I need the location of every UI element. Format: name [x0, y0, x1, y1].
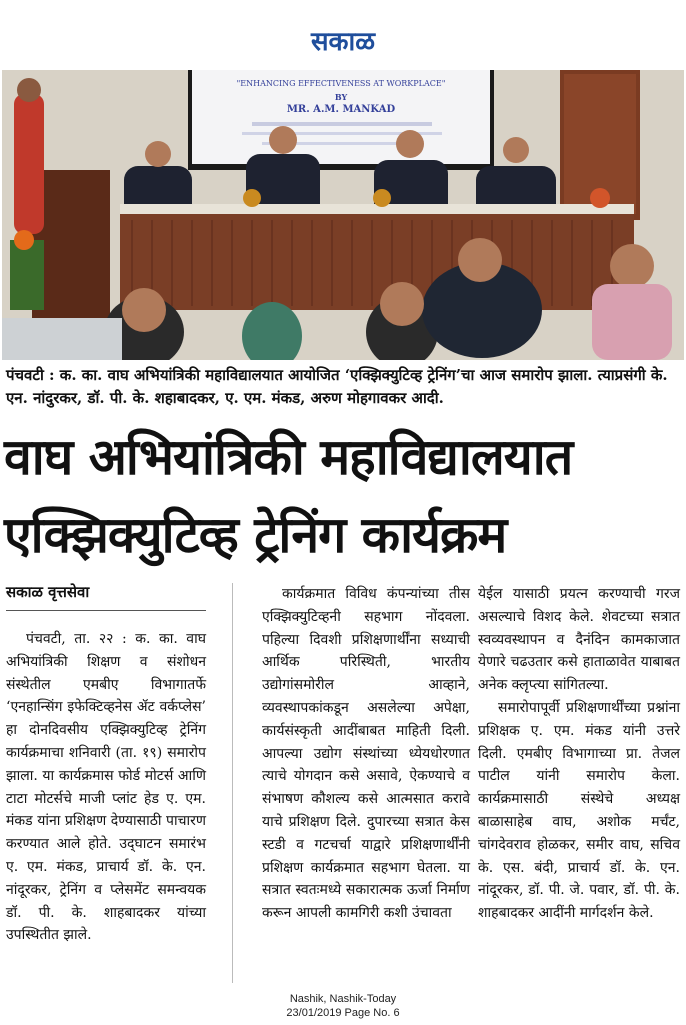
banner-line1: "ENHANCING EFFECTIVENESS AT WORKPLACE"	[236, 79, 446, 88]
banner-name: MR. A.M. MANKAD	[286, 104, 396, 115]
byline-rule	[6, 610, 206, 611]
article-column-1	[6, 628, 206, 947]
headline-line-1: वाघ अभियांत्रिकी महाविद्यालयात	[4, 428, 573, 486]
footer-date-page: 23/01/2019 Page No. 6	[286, 1007, 400, 1019]
banner-by: BY	[334, 92, 348, 102]
column-divider	[232, 583, 233, 983]
article-paragraph: समारोपापूर्वी प्रशिक्षणार्थींच्या प्रश्नांना प्रशिक्षक ए. एम. मंकड यांनी उत्तरे दिली. एमबीए विभागाच्या प्रा. तेजल पाटील यांनी समारोप केला. कार्यक्रमासाठी संस्थेचे अध्यक्ष बाळासाहेब वाघ, अशोक मर्चंट, चांगदेवराव होळकर, समीर वाघ, सचिव के. एस. बंदी, प्राचार्य डॉ. के. एन. नांदूरकर, डॉ. पी. जे. पवार, डॉ. पी. के. शाहबादकर आदींनी मार्गदर्शन केले.	[478, 699, 680, 922]
footer-source	[0, 992, 686, 1020]
article-paragraph: येईल यासाठी प्रयत्न करण्याची गरज असल्याचे विशद केले. शेवटच्या सत्रात स्वव्यवस्थापन व दैनंदिन कामकाजात येणारे चढउतार कसे हाताळावेत याबाबत अनेक क्लृप्त्या सांगितल्या.	[478, 586, 680, 694]
article-column-3	[478, 583, 680, 925]
article-paragraph: पंचवटी, ता. २२ : क. का. वाघ अभियांत्रिकी शिक्षण व संशोधन संस्थेतील एमबीए विभागातर्फे ‘एनहान्सिंग इफेक्टिव्हनेस ॲट वर्कप्लेस’ हा दोनदिवसीय एक्झिक्युटिव्ह ट्रेनिंग कार्यक्रमाचा शनिवारी (ता. १९) समारोप झाला. या कार्यक्रमास फोर्ड मोटर्स आणि टाटा मोटर्सचे माजी प्लांट हेड ए. एम. मंकड यांना प्रशिक्षण देण्यासाठी पाचारण करण्यात आले होते. उद्‌घाटन समारंभ ए. एम. मंकड, प्राचार्य डॉ. के. एन. नांदूरकर, ट्रेनिंग व प्लेसमेंट समन्वयक डॉ. पी. के. शाहबादकर यांच्या उपस्थितीत झाले.	[6, 631, 206, 944]
masthead-logo: सकाळ	[310, 27, 376, 57]
byline: सकाळ वृत्तसेवा	[6, 583, 90, 601]
photo-caption: पंचवटी : क. का. वाघ अभियांत्रिकी महाविद्यालयात आयोजित ‘एक्झिक्युटिव्ह ट्रेनिंग’चा आज समारोप झाला. त्याप्रसंगी के. एन. नांदुरकर, डॉ. पी. के. शहाबादकर, ए. एम. मंकड, अरुण मोहगावकर आदी.	[6, 366, 668, 407]
article-paragraph: कार्यक्रमात विविध कंपन्यांच्या तीस एक्झिक्युटिव्हनी सहभाग नोंदवला. पहिल्या दिवशी प्रशिक्षणार्थींना सध्याची आर्थिक परिस्थिती, भारतीय उद्योगांसमोरील आव्हाने, व्यवस्थापकांकडून असलेल्या अपेक्षा, कार्यसंस्कृती आदींबाबत माहिती दिली. आपल्या उद्योग संस्थांच्या ध्येयधोरणात त्याचे योगदान कसे असावे, ऐकण्याचे व संभाषण कौशल्य कसे आत्मसात करावे याचे प्रशिक्षण दिले. दुपारच्या सत्रात केस स्टडी व गटचर्चा याद्वारे प्रशिक्षणार्थींनी प्रशिक्षण कार्यक्रमात सहभाग घेतला. या सत्रात स्वतःमध्ये सकारात्मक ऊर्जा निर्माण करून आपली कामगिरी कशी उंचावता	[262, 586, 470, 922]
article-column-2	[262, 583, 470, 925]
news-photo	[2, 70, 684, 360]
headline-line-2: एक्झिक्युटिव्ह ट्रेनिंग कार्यक्रम	[4, 506, 507, 564]
headline	[4, 418, 682, 574]
footer-edition: Nashik, Nashik-Today	[289, 993, 397, 1005]
